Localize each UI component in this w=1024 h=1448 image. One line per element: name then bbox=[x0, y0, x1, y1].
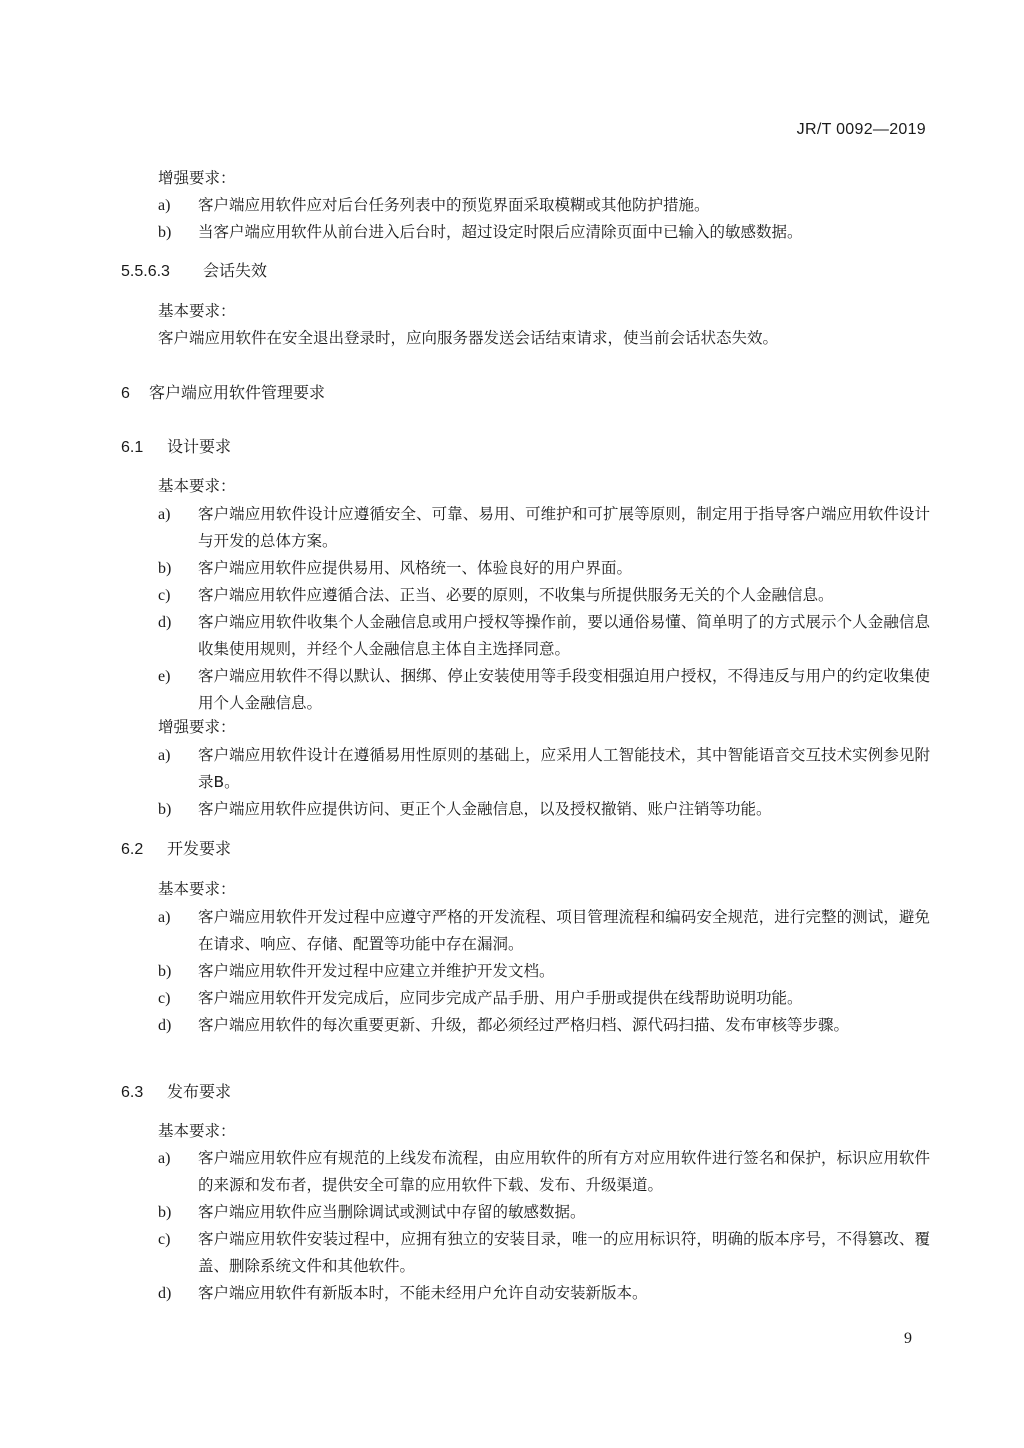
list-item-text: 客户端应用软件设计应遵循安全、可靠、易用、可维护和可扩展等原则，制定用于指导客户端应用软件设计与开发的总体方案。 bbox=[198, 505, 930, 550]
section-heading-6-1 bbox=[121, 436, 231, 459]
enhanced-requirements-label: 增强要求： bbox=[158, 718, 236, 736]
list-item bbox=[158, 219, 930, 246]
section-heading-5-5-6-3 bbox=[121, 260, 267, 283]
list-marker: c) bbox=[158, 990, 171, 1007]
basic-requirements-label: 基本要求： bbox=[158, 477, 236, 495]
section-heading-6-3 bbox=[121, 1081, 231, 1104]
list-item-text: 客户端应用软件的每次重要更新、升级，都必须经过严格归档、源代码扫描、发布审核等步骤。 bbox=[198, 1016, 850, 1034]
list-item-text: 客户端应用软件收集个人金融信息或用户授权等操作前，要以通俗易懂、简单明了的方式展示个人金融信息收集使用规则，并经个人金融信息主体自主选择同意。 bbox=[198, 613, 930, 658]
list-item bbox=[158, 1226, 930, 1280]
list-item bbox=[158, 1280, 930, 1307]
paragraph: 客户端应用软件在安全退出登录时，应向服务器发送会话结束请求，使当前会话状态失效。 bbox=[158, 329, 779, 347]
list-marker: a) bbox=[158, 747, 171, 764]
list-item-text: 客户端应用软件开发过程中应遵守严格的开发流程、项目管理流程和编码安全规范，进行完整的测试，避免在请求、响应、存储、配置等功能中存在漏洞。 bbox=[198, 908, 930, 953]
list-item bbox=[158, 609, 930, 663]
page-number: 9 bbox=[904, 1330, 912, 1347]
list-item bbox=[158, 582, 930, 609]
list-marker: c) bbox=[158, 1231, 171, 1248]
list-marker: c) bbox=[158, 587, 171, 604]
list-item-text: 客户端应用软件开发完成后，应同步完成产品手册、用户手册或提供在线帮助说明功能。 bbox=[198, 989, 803, 1007]
list-item-text: 客户端应用软件有新版本时，不能未经用户允许自动安装新版本。 bbox=[198, 1284, 648, 1302]
list-marker: b) bbox=[158, 963, 172, 980]
list-marker: d) bbox=[158, 1285, 172, 1302]
list-marker: b) bbox=[158, 224, 172, 241]
list-item bbox=[158, 192, 930, 219]
list-marker: a) bbox=[158, 909, 171, 926]
list-item bbox=[158, 501, 930, 555]
list-item-text: 客户端应用软件应有规范的上线发布流程，由应用软件的所有方对应用软件进行签名和保护，标识应用软件的来源和发布者，提供安全可靠的应用软件下载、发布、升级渠道。 bbox=[198, 1149, 930, 1194]
section-title: 设计要求 bbox=[167, 437, 232, 456]
list-item-text: 客户端应用软件应提供易用、风格统一、体验良好的用户界面。 bbox=[198, 559, 633, 577]
list-marker: d) bbox=[158, 1017, 172, 1034]
basic-requirements-label: 基本要求： bbox=[158, 302, 236, 320]
list-marker: a) bbox=[158, 1150, 171, 1167]
list-item bbox=[158, 742, 930, 796]
list-item-text: 客户端应用软件不得以默认、捆绑、停止安装使用等手段变相强迫用户授权，不得违反与用户的约定收集使用个人金融信息。 bbox=[198, 667, 930, 712]
list-marker: b) bbox=[158, 801, 172, 818]
list-item-text: 客户端应用软件设计在遵循易用性原则的基础上，应采用人工智能技术，其中智能语音交互技术实例参见附录B。 bbox=[198, 746, 930, 791]
list-item-text: 客户端应用软件应提供访问、更正个人金融信息，以及授权撤销、账户注销等功能。 bbox=[198, 800, 772, 818]
list-marker: d) bbox=[158, 614, 172, 631]
section-number: 6.1 bbox=[121, 439, 144, 456]
list-item bbox=[158, 958, 930, 985]
list-item bbox=[158, 985, 930, 1012]
list-item bbox=[158, 904, 930, 958]
enhanced-requirements-label: 增强要求： bbox=[158, 169, 236, 187]
list-item bbox=[158, 663, 930, 717]
section-title: 发布要求 bbox=[167, 1082, 232, 1101]
chapter-heading-6 bbox=[121, 382, 325, 405]
section-title: 客户端应用软件管理要求 bbox=[149, 383, 326, 402]
list-item bbox=[158, 555, 930, 582]
list-marker: b) bbox=[158, 560, 172, 577]
basic-requirements-label: 基本要求： bbox=[158, 880, 236, 898]
section-number: 6.3 bbox=[121, 1084, 144, 1101]
section-title: 开发要求 bbox=[167, 839, 232, 858]
list-item-text: 客户端应用软件应遵循合法、正当、必要的原则，不收集与所提供服务无关的个人金融信息。 bbox=[198, 586, 834, 604]
section-heading-6-2 bbox=[121, 838, 231, 861]
section-number: 6.2 bbox=[121, 841, 144, 858]
list-marker: a) bbox=[158, 506, 171, 523]
section-title: 会话失效 bbox=[203, 261, 268, 280]
list-item bbox=[158, 1199, 930, 1226]
list-marker: b) bbox=[158, 1204, 172, 1221]
list-item bbox=[158, 1012, 930, 1039]
basic-requirements-label: 基本要求： bbox=[158, 1122, 236, 1140]
document-id-header: JR/T 0092—2019 bbox=[796, 121, 926, 138]
list-item-text: 客户端应用软件应当删除调试或测试中存留的敏感数据。 bbox=[198, 1203, 586, 1221]
list-marker: e) bbox=[158, 668, 171, 685]
list-item-text: 客户端应用软件安装过程中，应拥有独立的安装目录，唯一的应用标识符，明确的版本序号，不得篡改、覆盖、删除系统文件和其他软件。 bbox=[198, 1230, 930, 1275]
list-item-text: 当客户端应用软件从前台进入后台时，超过设定时限后应清除页面中已输入的敏感数据。 bbox=[198, 223, 803, 241]
list-item bbox=[158, 796, 930, 823]
section-number: 6 bbox=[121, 385, 130, 402]
list-marker: a) bbox=[158, 197, 171, 214]
list-item-text: 客户端应用软件应对后台任务列表中的预览界面采取模糊或其他防护措施。 bbox=[198, 196, 710, 214]
list-item bbox=[158, 1145, 930, 1199]
list-item-text: 客户端应用软件开发过程中应建立并维护开发文档。 bbox=[198, 962, 555, 980]
section-number: 5.5.6.3 bbox=[121, 263, 170, 280]
